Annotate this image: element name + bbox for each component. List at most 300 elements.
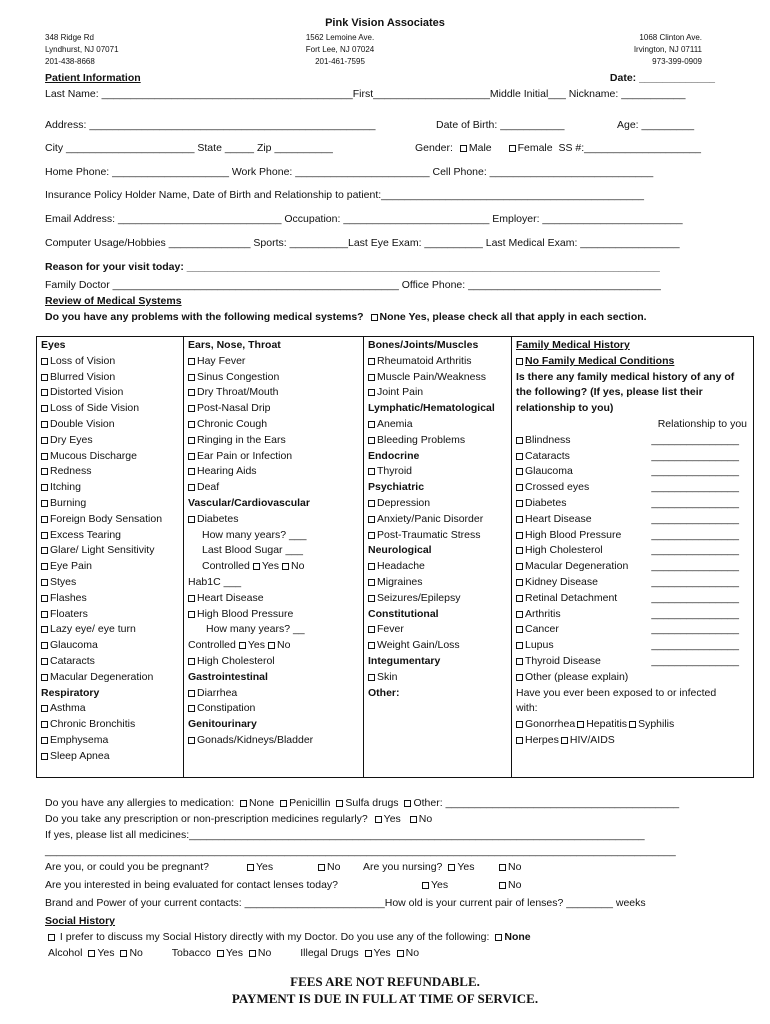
crossed-eyes-checkbox[interactable] [516, 484, 523, 491]
row-genitourinary [188, 717, 363, 733]
controlled-yes-checkbox[interactable] [239, 642, 246, 649]
row-fever [368, 622, 511, 638]
bleeding-problems-label: Bleeding Problems [377, 433, 466, 446]
constipation-checkbox[interactable] [188, 705, 195, 712]
muscle-pain-weakness-checkbox[interactable] [368, 374, 375, 381]
medicines-line [45, 813, 432, 826]
allergy-sulfa-label: Sulfa drugs [345, 797, 399, 809]
foreign-body-sensation-checkbox[interactable] [41, 516, 48, 523]
row-high-blood-pressure [188, 607, 363, 623]
thyroid-disease-checkbox[interactable] [516, 658, 523, 665]
gonads-kidneys-bladder-checkbox[interactable] [188, 737, 195, 744]
retinal-detachment-label: Retinal Detachment [525, 591, 618, 604]
reason-for-visit-field[interactable]: Reason for your visit today: _________________________________________________________________________________ [45, 261, 660, 273]
high-cholesterol-label: High Cholesterol [525, 544, 603, 557]
weight-gain-loss-checkbox[interactable] [368, 642, 375, 649]
date-field[interactable]: Date: _____________ [609, 72, 715, 84]
social-none-label: None [504, 931, 531, 943]
row-sinus-congestion [188, 370, 363, 386]
cataracts-checkbox[interactable] [516, 453, 523, 460]
pregnant-yes-label: Yes [256, 861, 274, 873]
syphilis-label: Syphilis [638, 718, 675, 731]
row-no-family-medical-conditions [516, 354, 753, 370]
heart-disease-label: Heart Disease [525, 512, 592, 525]
ringing-in-the-ears-label: Ringing in the Ears [197, 433, 286, 446]
hearing-aids-checkbox[interactable] [188, 468, 195, 475]
name-line[interactable]: Last Name: ___________________________________________First____________________Middle Initial___ Nickname: ___________ [45, 88, 686, 100]
row-respiratory [41, 686, 183, 702]
row-constipation [188, 701, 363, 717]
fever-checkbox[interactable] [368, 626, 375, 633]
emphysema-label: Emphysema [50, 733, 109, 746]
row-family-medical-history [516, 338, 753, 354]
high-cholesterol-label: High Cholesterol [197, 654, 275, 667]
bones-joints-muscles-label: Bones/Joints/Muscles [368, 339, 479, 351]
row-diarrhea [188, 686, 363, 702]
row-muscle-pain-weakness [368, 370, 511, 386]
styes-checkbox[interactable] [41, 579, 48, 586]
allergy-sulfa-checkbox[interactable] [336, 800, 343, 807]
right-address-line-1: 1068 Clinton Ave. [639, 33, 702, 42]
row-the-following-if-yes-please-list-their [516, 385, 753, 401]
social-question-text: I prefer to discuss my Social History directly with my Doctor. Do you use any of the following: [59, 931, 490, 943]
loss-of-side-vision-checkbox[interactable] [41, 405, 48, 412]
high-blood-pressure-checkbox[interactable] [188, 611, 195, 618]
lazy-eye-eye-turn-checkbox[interactable] [41, 626, 48, 633]
sinus-congestion-checkbox[interactable] [188, 374, 195, 381]
depression-checkbox[interactable] [368, 500, 375, 507]
diabetes-label: Diabetes [525, 496, 567, 509]
endocrine-label: Endocrine [368, 449, 420, 462]
deaf-label: Deaf [197, 481, 220, 494]
relationship-field[interactable]: _______________ [651, 481, 739, 494]
hepatitis-checkbox[interactable] [577, 721, 584, 728]
high-blood-pressure-label: High Blood Pressure [525, 528, 622, 541]
social-prefer-doctor-checkbox[interactable] [48, 934, 55, 941]
row-constitutional [368, 607, 511, 623]
review-question-text: Do you have any problems with the following medical systems? [45, 311, 364, 323]
distorted-vision-label: Distorted Vision [50, 386, 124, 399]
male-checkbox[interactable] [460, 145, 467, 152]
row-rheumatoid-arthritis [368, 354, 511, 370]
lymphatic-hematological-label: Lymphatic/Hematological [368, 402, 495, 415]
nursing-no-checkbox[interactable] [499, 864, 506, 871]
loss-of-vision-label: Loss of Vision [50, 354, 116, 367]
row-chronic-cough [188, 417, 363, 433]
have-you-ever-been-exposed-to-or-infected-label: Have you ever been exposed to or infected [516, 686, 717, 699]
pregnant-yes [247, 861, 273, 874]
tobacco-yes-label: Yes [225, 947, 243, 959]
migraines-checkbox[interactable] [368, 579, 375, 586]
review-none-checkbox[interactable] [371, 314, 378, 321]
herpes-checkbox[interactable] [516, 737, 523, 744]
heart-disease-checkbox[interactable] [516, 516, 523, 523]
crossed-eyes-label: Crossed eyes [525, 481, 590, 494]
high-blood-pressure-checkbox[interactable] [516, 532, 523, 539]
eye-pain-checkbox[interactable] [41, 563, 48, 570]
foreign-body-sensation-label: Foreign Body Sensation [50, 512, 163, 525]
high-cholesterol-checkbox[interactable] [188, 658, 195, 665]
patient-info-heading: Patient Information [45, 72, 141, 84]
row-sleep-apnea [41, 749, 183, 765]
relationship-field[interactable]: _______________ [651, 528, 739, 541]
row-diabetes [188, 512, 363, 528]
column-eyes-respiratory [37, 337, 183, 777]
age-field[interactable]: Age: _________ [617, 119, 695, 131]
row-ears-nose-throat [188, 338, 363, 354]
controlled-no-label: No [291, 560, 305, 573]
loss-of-vision-checkbox[interactable] [41, 358, 48, 365]
blindness-checkbox[interactable] [516, 437, 523, 444]
row-redness [41, 464, 183, 480]
medicines-yes-checkbox[interactable] [375, 816, 382, 823]
ringing-in-the-ears-checkbox[interactable] [188, 437, 195, 444]
diarrhea-checkbox[interactable] [188, 690, 195, 697]
practice-name: Pink Vision Associates [325, 17, 445, 29]
redness-checkbox[interactable] [41, 468, 48, 475]
nursing-yes-checkbox[interactable] [448, 864, 455, 871]
chronic-bronchitis-label: Chronic Bronchitis [50, 718, 136, 731]
row-have-you-ever-been-exposed-to-or-infected [516, 686, 753, 702]
chronic-cough-checkbox[interactable] [188, 421, 195, 428]
constipation-label: Constipation [197, 702, 256, 715]
row-neurological [368, 543, 511, 559]
relationship-field[interactable]: _______________ [651, 639, 739, 652]
row-styes [41, 575, 183, 591]
integumentary-label: Integumentary [368, 654, 441, 667]
left-address-line-2: Lyndhurst, NJ 07071 [45, 45, 119, 54]
arthritis-label: Arthritis [525, 607, 561, 620]
nursing-question [363, 861, 474, 874]
social-history-question [48, 931, 531, 944]
double-vision-checkbox[interactable] [41, 421, 48, 428]
row-glare-light-sensitivity [41, 543, 183, 559]
high-cholesterol-checkbox[interactable] [516, 547, 523, 554]
alcohol-no-label: No [129, 947, 143, 959]
row-anxiety-panic-disorder [368, 512, 511, 528]
center-address-line-3: 201-461-7595 [315, 57, 365, 66]
relationship-field[interactable]: _______________ [651, 465, 739, 478]
muscle-pain-weakness-label: Muscle Pain/Weakness [377, 370, 486, 383]
row-asthma [41, 701, 183, 717]
row-cataracts [41, 654, 183, 670]
relationship-field[interactable]: _______________ [651, 512, 739, 525]
macular-degeneration-checkbox[interactable] [516, 563, 523, 570]
row-eyes [41, 338, 183, 354]
tobacco-yes-checkbox[interactable] [217, 950, 224, 957]
bleeding-problems-checkbox[interactable] [368, 437, 375, 444]
controlled-label: Controlled [188, 639, 236, 652]
controlled-yes-checkbox[interactable] [253, 563, 260, 570]
flashes-checkbox[interactable] [41, 595, 48, 602]
relationship-field[interactable]: _______________ [651, 433, 739, 446]
excess-tearing-checkbox[interactable] [41, 532, 48, 539]
family-medical-history-label: Family Medical History [516, 339, 630, 351]
row-lupus [516, 638, 753, 654]
blindness-label: Blindness [525, 433, 571, 446]
controlled-no-checkbox[interactable] [282, 563, 289, 570]
other-label: Other: [368, 686, 400, 699]
emphysema-checkbox[interactable] [41, 737, 48, 744]
row-lazy-eye-eye-turn [41, 622, 183, 638]
post-nasal-drip-label: Post-Nasal Drip [197, 402, 271, 415]
mucous-discharge-checkbox[interactable] [41, 453, 48, 460]
allergy-penicillin-checkbox[interactable] [280, 800, 287, 807]
medicines-yes-label: Yes [383, 813, 401, 825]
row-how-many-years [188, 622, 363, 638]
how-many-years-label: How many years? __ [206, 623, 305, 636]
anxiety-panic-disorder-checkbox[interactable] [368, 516, 375, 523]
tobacco-label: Tobacco [171, 947, 211, 959]
allergy-other-field[interactable]: Other: ________________________________________ [413, 797, 680, 809]
relationship-field[interactable]: _______________ [651, 560, 739, 573]
row-blurred-vision [41, 370, 183, 386]
relationship-field[interactable]: _______________ [651, 623, 739, 636]
dry-throat-mouth-label: Dry Throat/Mouth [197, 386, 279, 399]
seizures-epilepsy-checkbox[interactable] [368, 595, 375, 602]
social-none-checkbox[interactable] [495, 934, 502, 941]
double-vision-label: Double Vision [50, 417, 115, 430]
ssn-field[interactable]: SS #:____________________ [558, 142, 701, 154]
glaucoma-checkbox[interactable] [41, 642, 48, 649]
female-checkbox[interactable] [509, 145, 516, 152]
illegal-drugs-label: Illegal Drugs [300, 947, 359, 959]
relationship-field[interactable]: _______________ [651, 654, 739, 667]
row-how-many-years [188, 528, 363, 544]
headache-checkbox[interactable] [368, 563, 375, 570]
drugs-yes-checkbox[interactable] [365, 950, 372, 957]
row-high-cholesterol [188, 654, 363, 670]
allergy-none-label: None [249, 797, 275, 809]
row-thyroid [368, 464, 511, 480]
row-skin [368, 670, 511, 686]
row-diabetes [516, 496, 753, 512]
social-history-heading: Social History [45, 915, 116, 927]
contacts-no-checkbox[interactable] [499, 882, 506, 889]
drugs-yes-label: Yes [373, 947, 391, 959]
row-high-cholesterol [516, 543, 753, 559]
alcohol-yes-checkbox[interactable] [88, 950, 95, 957]
contacts-yes-label: Yes [431, 879, 449, 891]
skin-checkbox[interactable] [368, 674, 375, 681]
review-of-systems-table [36, 336, 754, 778]
medicines-list-field-2[interactable]: ____________________________________________________________________________________________________________ [45, 845, 676, 857]
column-family-history [511, 337, 753, 777]
no-family-medical-conditions-checkbox[interactable] [516, 358, 523, 365]
redness-label: Redness [50, 465, 92, 478]
relationship-field[interactable]: _______________ [651, 449, 739, 462]
row-last-blood-sugar [188, 543, 363, 559]
itching-checkbox[interactable] [41, 484, 48, 491]
row-dry-eyes [41, 433, 183, 449]
retinal-detachment-checkbox[interactable] [516, 595, 523, 602]
insurance-line[interactable]: Insurance Policy Holder Name, Date of Birth and Relationship to patient:_____________________________________________ [45, 189, 644, 201]
dry-eyes-checkbox[interactable] [41, 437, 48, 444]
ear-pain-or-infection-checkbox[interactable] [188, 453, 195, 460]
review-none-label: None Yes, please check all that apply in each section. [379, 311, 647, 323]
hay-fever-label: Hay Fever [197, 354, 246, 367]
medicines-list-field[interactable]: If yes, please list all medicines:______________________________________________________________________________ [45, 829, 645, 841]
row-glaucoma [41, 638, 183, 654]
weight-gain-loss-label: Weight Gain/Loss [377, 639, 460, 652]
heart-disease-checkbox[interactable] [188, 595, 195, 602]
relationship-field[interactable]: _______________ [651, 607, 739, 620]
thyroid-disease-label: Thyroid Disease [525, 654, 601, 667]
distorted-vision-checkbox[interactable] [41, 389, 48, 396]
kidney-disease-label: Kidney Disease [525, 575, 598, 588]
email-occupation-line[interactable]: Email Address: ____________________________ Occupation: _________________________ Employer: ________________________ [45, 213, 683, 225]
row-heart-disease [516, 512, 753, 528]
relationship-field[interactable]: _______________ [651, 591, 739, 604]
medicines-no-checkbox[interactable] [410, 816, 417, 823]
blurred-vision-checkbox[interactable] [41, 374, 48, 381]
medicines-no-label: No [418, 813, 433, 825]
contacts-yes-checkbox[interactable] [422, 882, 429, 889]
asthma-checkbox[interactable] [41, 705, 48, 712]
pregnant-yes-checkbox[interactable] [247, 864, 254, 871]
address-field[interactable]: Address: _________________________________________________ [45, 119, 376, 131]
cancer-checkbox[interactable] [516, 626, 523, 633]
row-gastrointestinal [188, 670, 363, 686]
row-thyroid-disease [516, 654, 753, 670]
the-following-if-yes-please-list-their-label: the following? (If yes, please list their [516, 386, 703, 399]
row-gonorrhea [516, 717, 753, 733]
relationship-field[interactable]: _______________ [651, 544, 739, 557]
row-is-there-any-family-medical-history-of-any-of [516, 370, 753, 386]
allergy-other-checkbox[interactable] [404, 800, 411, 807]
gonorrhea-checkbox[interactable] [516, 721, 523, 728]
glaucoma-label: Glaucoma [50, 639, 98, 652]
drugs-no-checkbox[interactable] [397, 950, 404, 957]
post-traumatic-stress-checkbox[interactable] [368, 532, 375, 539]
diabetes-label: Diabetes [197, 512, 239, 525]
eye-pain-label: Eye Pain [50, 560, 93, 573]
pregnant-no-checkbox[interactable] [318, 864, 325, 871]
floaters-label: Floaters [50, 607, 88, 620]
post-nasal-drip-checkbox[interactable] [188, 405, 195, 412]
heart-disease-label: Heart Disease [197, 591, 264, 604]
ears-nose-throat-label: Ears, Nose, Throat [188, 339, 281, 351]
neurological-label: Neurological [368, 544, 432, 557]
row-post-traumatic-stress [368, 528, 511, 544]
sinus-congestion-label: Sinus Congestion [197, 370, 280, 383]
allergy-none-checkbox[interactable] [240, 800, 247, 807]
female-label: Female [517, 142, 553, 154]
hay-fever-checkbox[interactable] [188, 358, 195, 365]
row-glaucoma [516, 464, 753, 480]
thyroid-checkbox[interactable] [368, 468, 375, 475]
fever-label: Fever [377, 623, 404, 636]
row-herpes [516, 733, 753, 749]
cataracts-label: Cataracts [50, 654, 95, 667]
mucous-discharge-label: Mucous Discharge [50, 449, 137, 462]
row-seizures-epilepsy [368, 591, 511, 607]
hiv-aids-checkbox[interactable] [561, 737, 568, 744]
sleep-apnea-checkbox[interactable] [41, 753, 48, 760]
contacts-brand-line[interactable]: Brand and Power of your current contacts: ________________________How old is your current pair of lenses? ________ weeks [45, 897, 646, 909]
row-with [516, 701, 753, 717]
glare-light-sensitivity-checkbox[interactable] [41, 547, 48, 554]
floaters-checkbox[interactable] [41, 611, 48, 618]
controlled-label: Controlled [202, 560, 250, 573]
relationship-field[interactable]: _______________ [651, 575, 739, 588]
center-address-line-1: 1562 Lemoine Ave. [305, 33, 375, 42]
diabetes-checkbox[interactable] [188, 516, 195, 523]
last-blood-sugar-label: Last Blood Sugar ___ [202, 544, 303, 557]
city-state-zip-line[interactable]: City ______________________ State _____ Zip __________ [45, 142, 333, 154]
joint-pain-label: Joint Pain [377, 386, 424, 399]
row-arthritis [516, 607, 753, 623]
other-please-explain-checkbox[interactable] [516, 674, 523, 681]
family-doctor-line[interactable]: Family Doctor _________________________________________________ Office Phone: _________________________________ [45, 279, 661, 291]
macular-degeneration-checkbox[interactable] [41, 674, 48, 681]
cataracts-checkbox[interactable] [41, 658, 48, 665]
respiratory-label: Respiratory [41, 686, 100, 699]
pregnant-no-label: No [327, 861, 341, 873]
kidney-disease-checkbox[interactable] [516, 579, 523, 586]
alcohol-no-checkbox[interactable] [120, 950, 127, 957]
gender-field [415, 142, 701, 155]
center-address-line-2: Fort Lee, NJ 07024 [305, 45, 375, 54]
dob-field[interactable]: Date of Birth: ___________ [436, 119, 565, 131]
fees-notice: FEES ARE NOT REFUNDABLE. [290, 974, 480, 989]
controlled-no-checkbox[interactable] [268, 642, 275, 649]
row-floaters [41, 607, 183, 623]
substance-use-line [48, 947, 419, 960]
row-joint-pain [368, 385, 511, 401]
anemia-checkbox[interactable] [368, 421, 375, 428]
male-label: Male [468, 142, 492, 154]
glare-light-sensitivity-label: Glare/ Light Sensitivity [50, 544, 155, 557]
joint-pain-checkbox[interactable] [368, 389, 375, 396]
row-cataracts [516, 449, 753, 465]
controlled-yes-label: Yes [247, 639, 266, 652]
row-heart-disease [188, 591, 363, 607]
row-crossed-eyes [516, 480, 753, 496]
allergy-penicillin-label: Penicillin [289, 797, 331, 809]
row-lymphatic-hematological [368, 401, 511, 417]
lupus-checkbox[interactable] [516, 642, 523, 649]
tobacco-no-checkbox[interactable] [249, 950, 256, 957]
rheumatoid-arthritis-checkbox[interactable] [368, 358, 375, 365]
styes-label: Styes [50, 575, 77, 588]
arthritis-checkbox[interactable] [516, 611, 523, 618]
phone-line[interactable]: Home Phone: ____________________ Work Phone: _______________________ Cell Phone: ____________________________ [45, 166, 654, 178]
herpes-label: Herpes [525, 733, 559, 746]
eyes-label: Eyes [41, 339, 66, 351]
left-address-line-1: 348 Ridge Rd [45, 33, 94, 42]
row-mucous-discharge [41, 449, 183, 465]
relationship-field[interactable]: _______________ [651, 496, 739, 509]
hobbies-exam-line[interactable]: Computer Usage/Hobbies ______________ Sports: __________Last Eye Exam: __________ Last Medical Exam: _________________ [45, 237, 680, 249]
lazy-eye-eye-turn-label: Lazy eye/ eye turn [50, 623, 136, 636]
dry-throat-mouth-checkbox[interactable] [188, 389, 195, 396]
chronic-bronchitis-checkbox[interactable] [41, 721, 48, 728]
medicines-question: Do you take any prescription or non-prescription medicines regularly? [45, 813, 368, 825]
itching-label: Itching [50, 481, 81, 494]
row-vascular-cardiovascular [188, 496, 363, 512]
ear-pain-or-infection-label: Ear Pain or Infection [197, 449, 293, 462]
diabetes-checkbox[interactable] [516, 500, 523, 507]
burning-checkbox[interactable] [41, 500, 48, 507]
glaucoma-checkbox[interactable] [516, 468, 523, 475]
deaf-checkbox[interactable] [188, 484, 195, 491]
syphilis-checkbox[interactable] [629, 721, 636, 728]
payment-notice: PAYMENT IS DUE IN FULL AT TIME OF SERVICE. [231, 991, 539, 1006]
is-there-any-family-medical-history-of-any-of-label: Is there any family medical history of any of [516, 370, 735, 383]
skin-label: Skin [377, 670, 398, 683]
dry-eyes-label: Dry Eyes [50, 433, 93, 446]
